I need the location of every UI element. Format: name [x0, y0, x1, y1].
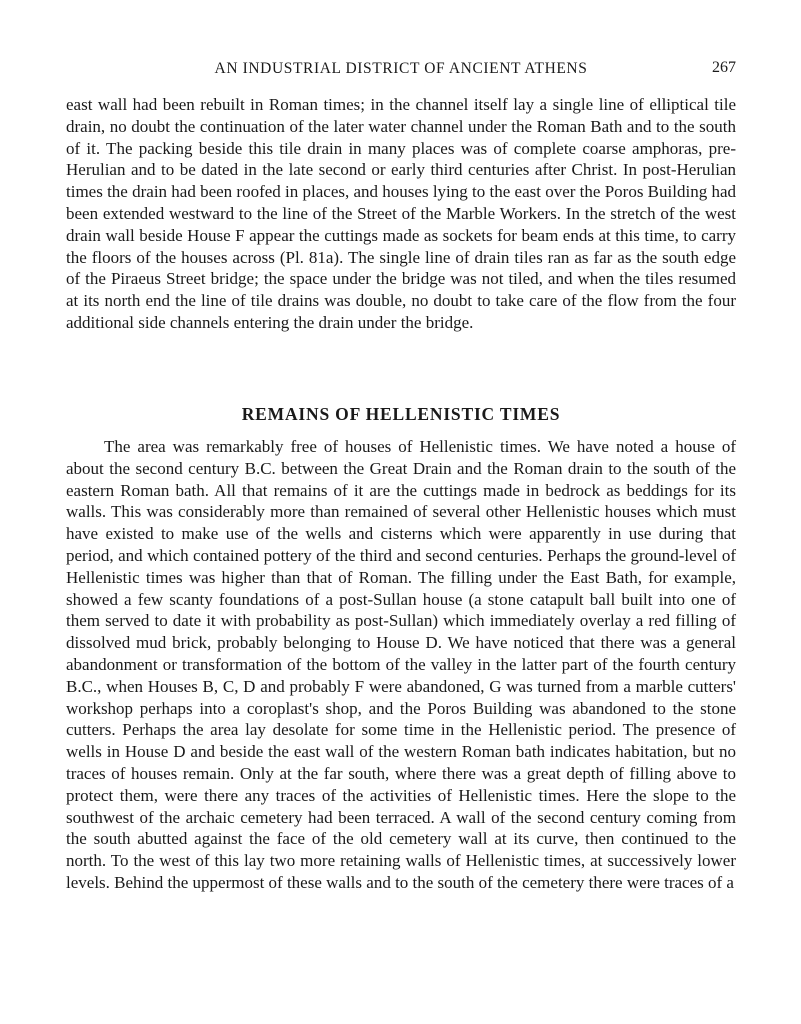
page-number: 267: [712, 59, 736, 76]
page-header: [66, 58, 736, 82]
body-text-section: [66, 436, 736, 894]
paragraph-hellenistic: The area was remarkably free of houses of Hellenistic times. We have noted a house of about the second century B.C. between the Great Drain and the Roman drain to the south of the eastern Roman bath. All that remains of it are the cuttings made in bedrock as beddings for its walls. This was considerably more than remained of several other Hellenistic houses which must have existed to make use of the wells and cisterns which were apparently in use during that period, and which contained pottery of the third and second centuries. Perhaps the ground-level of Hellenistic times was higher than that of Roman. The filling under the East Bath, for example, showed a few scanty foundations of a post-Sullan house (a stone catapult ball built into one of them served to date it with probability as post-Sullan) which immediately overlay a red filling of dissolved mud brick, probably belonging to House D. We have noticed that there was a general abandonment or transformation of the bottom of the valley in the latter part of the fourth century B.C., when Houses B, C, D and probably F were abandoned, G was turned from a marble cutters' workshop perhaps into a coroplast's shop, and the Poros Building was abandoned to the stone cutters. Perhaps the area lay desolate for some time in the Hellenistic period. The presence of wells in House D and beside the east wall of the western Roman bath indicates habitation, but no traces of houses remain. Only at the far south, where there was a great depth of filling above to protect them, were there any traces of the activities of Hellenistic times. Here the slope to the southwest of the archaic cemetery had been terraced. A wall of the second century coming from the south abutted against the face of the old cemetery wall at its curve, then continued to the north. To the west of this lay two more retaining walls of Hellenistic times, at successively lower levels. Behind the uppermost of these walls and to the south of the cemetery there were traces of a: [66, 437, 736, 892]
body-text-top: [66, 94, 736, 334]
section-heading: REMAINS OF HELLENISTIC TIMES: [241, 404, 561, 424]
paragraph-continuation: east wall had been rebuilt in Roman times; in the channel itself lay a single line of elliptical tile drain, no doubt the continuation of the later water channel under the Roman Bath and to the south of it. The packing beside this tile drain in many places was of complete coarse amphoras, pre-Herulian and to be dated in the late second or early third centuries after Christ. In post-Herulian times the drain had been roofed in places, and houses lying to the east over the Poros Building had been extended westward to the line of the Street of the Marble Workers. In the stretch of the west drain wall beside House F appear the cuttings made as sockets for beam ends at this time, to carry the floors of the houses across (Pl. 81a). The single line of drain tiles ran as far as the south edge of the Piraeus Street bridge; the space under the bridge was not tiled, and when the tiles resumed at its north end the line of tile drains was double, no doubt to take care of the flow from the four additional side channels entering the drain under the bridge.: [66, 95, 736, 332]
running-title: AN INDUSTRIAL DISTRICT OF ANCIENT ATHENS: [214, 60, 588, 77]
